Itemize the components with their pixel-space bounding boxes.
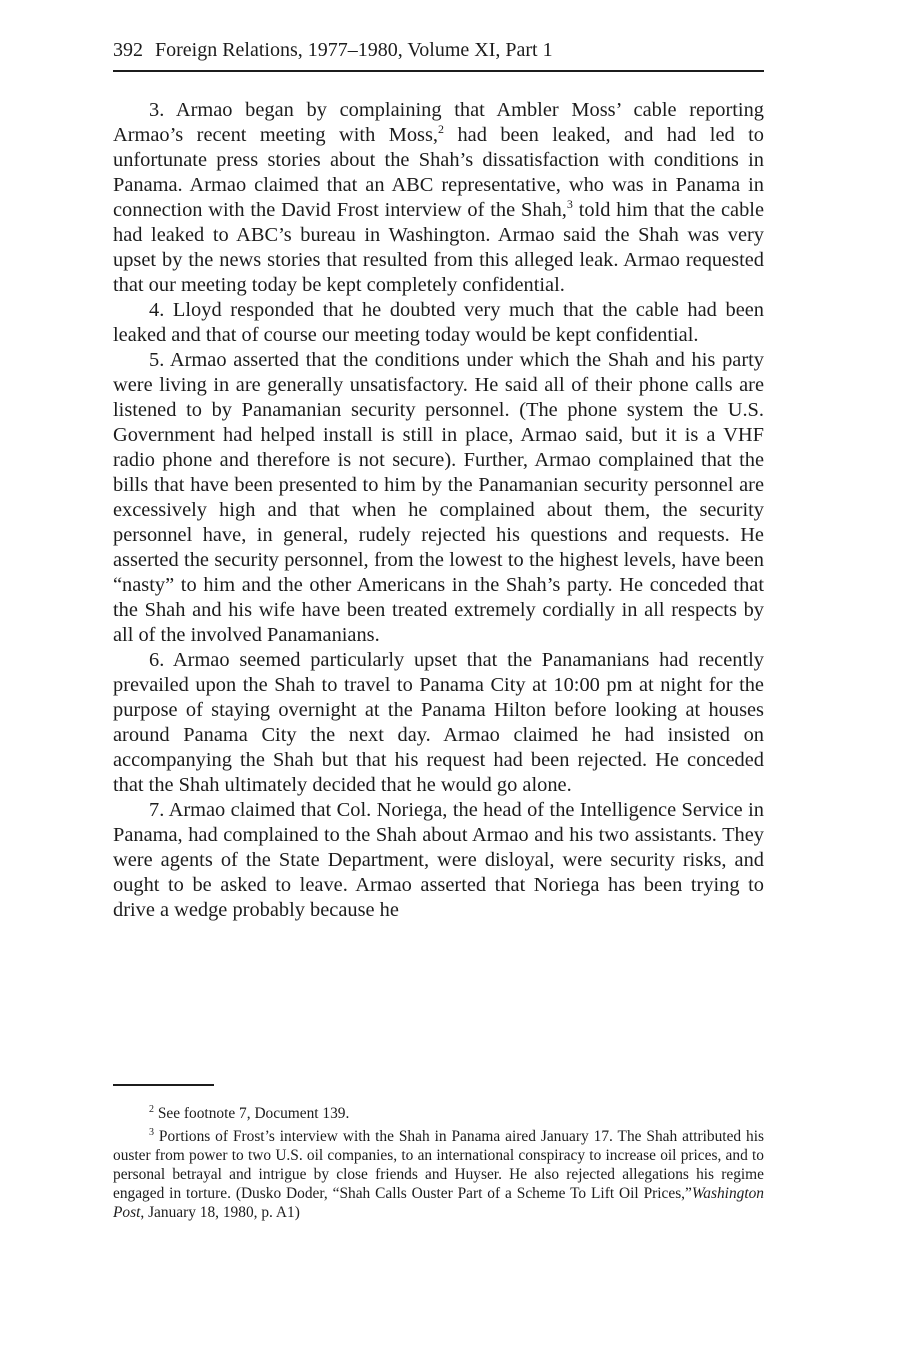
paragraph-3 [113,98,764,298]
publication-title: Washington Post [113,1185,764,1221]
paragraph-text: told him that the cable had leaked to ABC’s bureau in Washington. Armao said the Shah was very upset by the news stories that resulted from this alleged leak. Armao requested that our meeting today be kept completely confidential. [113,199,765,296]
running-title: Foreign Relations, 1977–1980, Volume XI, Part 1 [155,39,553,61]
footnote-ref-2[interactable]: 2 [438,122,445,137]
paragraph-text: 3. Armao began by complaining that Ambler Moss’ cable reporting Armao’s recent meeting with Moss, [113,99,764,146]
footnote-text: Portions of Frost’s interview with the Shah in Panama aired January 17. The Shah attributed his ouster from power to two U.S. oil companies, to an international conspiracy to increase oil prices, and to personal betrayal and intrigue by close friends and Huyser. He also rejected allegations his regime engaged in torture. (Dusko Doder, “Shah Calls Ouster Part of a Scheme To Lift Oil Prices,” [113,1128,764,1202]
paragraph-7: 7. Armao claimed that Col. Noriega, the head of the Intelligence Service in Panama, had complained to the Shah about Armao and his two assistants. They were agents of the State Department, were disloyal, were security risks, and ought to be asked to leave. Armao asserted that Noriega has been trying to drive a wedge probably because he [113,799,764,921]
footnote-marker: 3 [149,1126,154,1138]
footnotes [113,1104,764,1226]
footnote-ref-3[interactable]: 3 [566,197,573,212]
footnote-2 [113,1104,764,1123]
paragraph-5: 5. Armao asserted that the conditions under which the Shah and his party were living in are generally unsatisfactory. He said all of their phone calls are listened to by Panamanian security personnel. (The phone system the U.S. Government had helped install is still in place, Armao said, but it is a VHF radio phone and therefore is not secure). Further, Armao complained that the bills that have been presented to him by the Panamanian security personnel are excessively high and that when he complained about them, the security personnel have, in general, rudely rejected his questions and requests. He asserted the security personnel, from the lowest to the highest levels, have been “nasty” to him and the other Americans in the Shah’s party. He conceded that the Shah and his wife have been treated extremely cordially in all respects by all of the involved Panamanians. [113,349,764,646]
footnote-3 [113,1127,764,1222]
running-header [113,38,764,72]
footnote-marker: 2 [149,1103,154,1115]
paragraph-6: 6. Armao seemed particularly upset that the Panamanians had recently prevailed upon the Shah to travel to Panama City at 10:00 pm at night for the purpose of staying overnight at the Panama Hilton before looking at houses around Panama City the next day. Armao claimed he had insisted on accompanying the Shah but that his request had been rejected. He conceded that the Shah ultimately decided that he would go alone. [113,649,764,796]
paragraph-4: 4. Lloyd responded that he doubted very much that the cable had been leaked and that of course our meeting today would be kept confidential. [113,299,764,346]
footnote-text: , January 18, 1980, p. A1) [140,1204,300,1221]
footnote-divider [113,1084,214,1086]
page-number: 392 [113,39,143,61]
footnote-text: See footnote 7, Document 139. [154,1105,350,1122]
paragraph-text: had been leaked, and had led to unfortunate press stories about the Shah’s dissatisfaction with conditions in Panama. Armao claimed that an ABC representative, who was in Panama in connection with the David Frost interview of the Shah, [113,124,764,221]
body-text [113,98,764,923]
